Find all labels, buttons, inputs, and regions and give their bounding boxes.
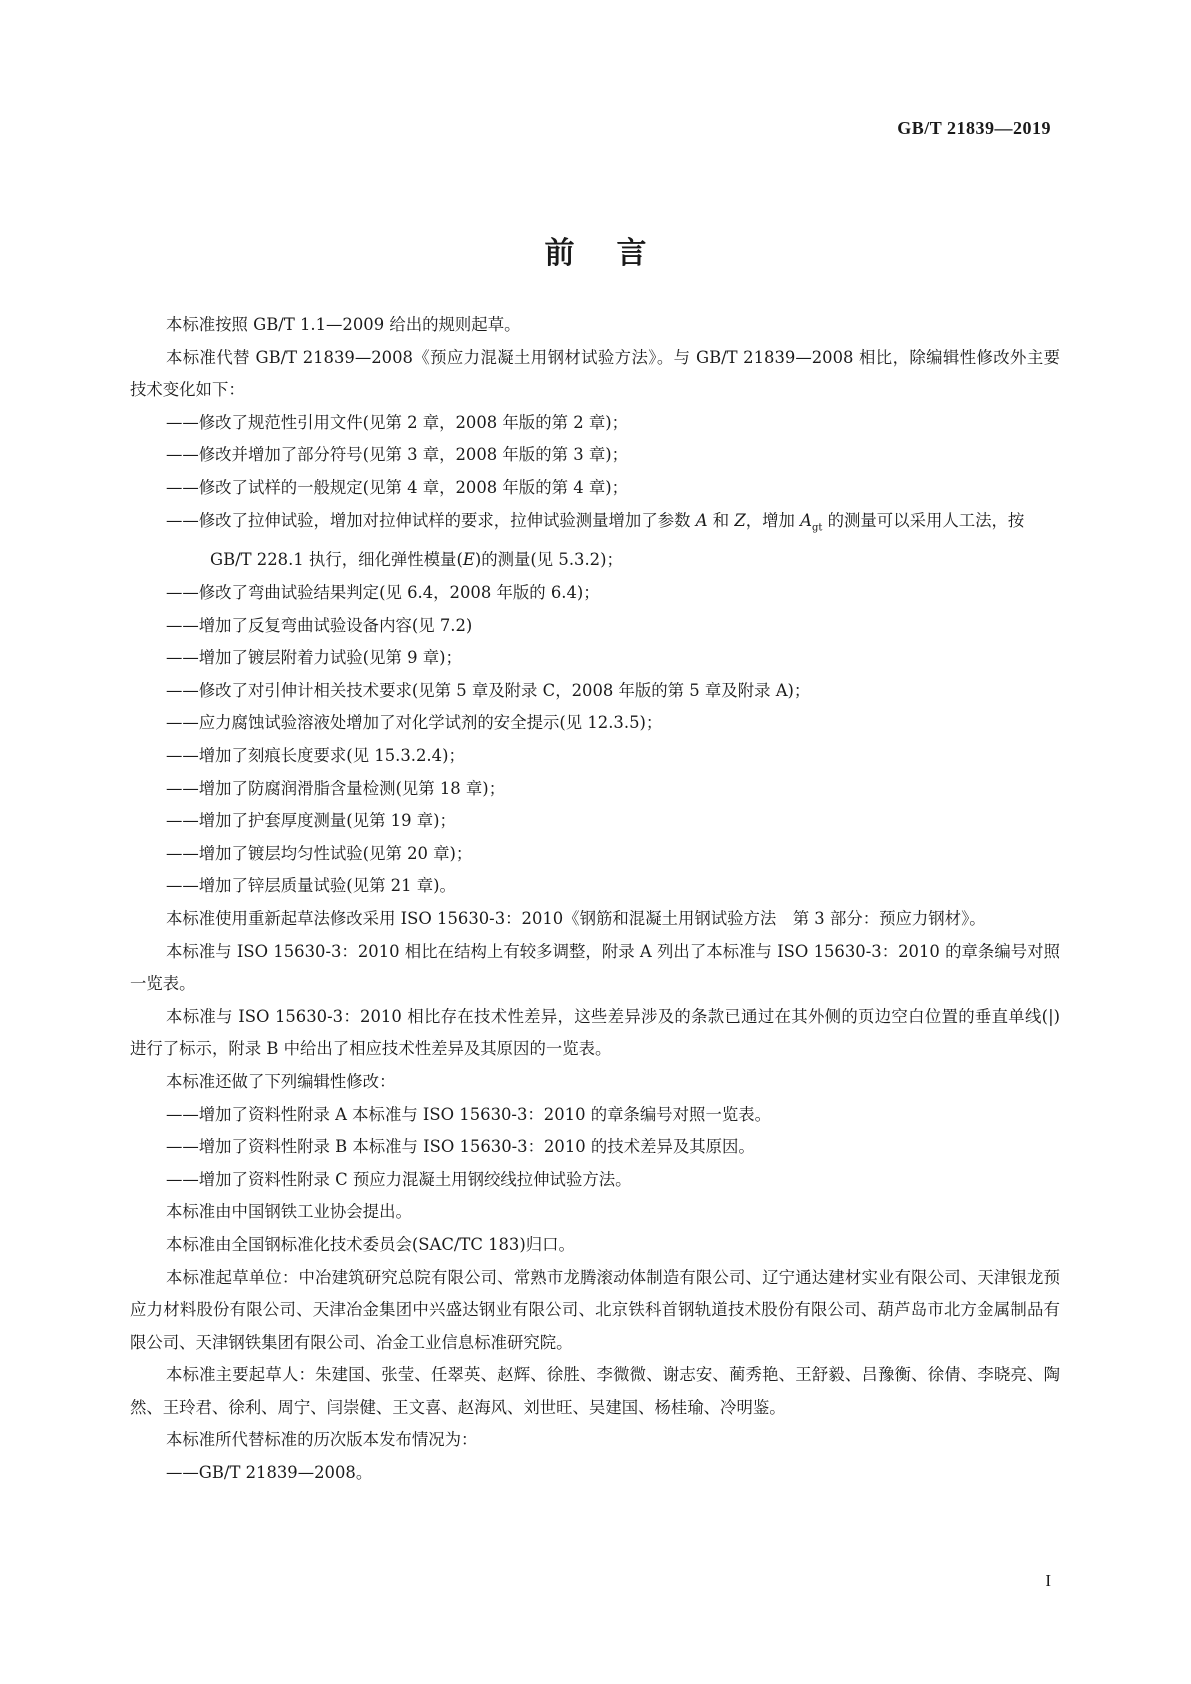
list-item: ——增加了镀层均匀性试验(见第 20 章)；	[166, 843, 473, 863]
list-item: ——GB/T 21839—2008。	[166, 1463, 373, 1483]
list-item: ——修改了规范性引用文件(见第 2 章，2008 年版的第 2 章)；	[166, 412, 629, 432]
list-item: ——增加了镀层附着力试验(见第 9 章)；	[166, 648, 462, 668]
list-item: ——修改了弯曲试验结果判定(见 6.4，2008 年版的 6.4)；	[166, 583, 600, 603]
subscript-gt: gt	[812, 521, 823, 533]
list-item: ——修改并增加了部分符号(见第 3 章，2008 年版的第 3 章)；	[166, 445, 629, 465]
paragraph: 本标准由全国钢标准化技术委员会(SAC/TC 183)归口。	[166, 1234, 575, 1254]
paragraph: 本标准使用重新起草法修改采用 ISO 15630-3：2010《钢筋和混凝土用钢试验方法 第 3 部分：预应力钢材》。	[166, 908, 986, 928]
symbol-e: E	[462, 550, 475, 570]
text-run: 和	[707, 510, 735, 530]
list-item: ——增加了资料性附录 B 本标准与 ISO 15630-3：2010 的技术差异及其原因。	[166, 1137, 755, 1157]
text-run: 的测量可以采用人工法，按 GB/T 228.1 执行，细化弹性模量(	[210, 510, 1025, 570]
paragraph: 本标准由中国钢铁工业协会提出。	[166, 1202, 412, 1222]
paragraph: 本标准还做了下列编辑性修改：	[166, 1071, 396, 1091]
standard-number: GB/T 21839—2019	[897, 118, 1051, 138]
list-item: ——增加了刻痕长度要求(见 15.3.2.4)；	[166, 746, 465, 765]
text-run: ，增加	[745, 510, 801, 530]
symbol-agt: A	[800, 510, 812, 530]
paragraph: 本标准按照 GB/T 1.1—2009 给出的规则起草。	[166, 315, 521, 334]
paragraph: 本标准与 ISO 15630-3：2010 相比存在技术性差异，这些差异涉及的条款已通过在其外侧的页边空白位置的垂直单线(|)进行了标示，附录 B 中给出了相应技术性差异及其原因的一览表。	[130, 1006, 1060, 1059]
list-item: ——增加了防腐润滑脂含量检测(见第 18 章)；	[166, 778, 506, 798]
paragraph: 本标准代替 GB/T 21839—2008《预应力混凝土用钢材试验方法》。与 GB/T 21839—2008 相比，除编辑性修改外主要技术变化如下：	[130, 347, 1060, 400]
symbol-a: A	[695, 510, 708, 530]
list-item: ——修改了对引伸计相关技术要求(见第 5 章及附录 C，2008 年版的第 5 章及附录 A)；	[166, 680, 811, 700]
document-body	[130, 309, 1060, 1490]
symbol-z: Z	[734, 510, 746, 530]
text-run: )的测量(见 5.3.2)；	[474, 550, 623, 570]
paragraph: 本标准与 ISO 15630-3：2010 相比在结构上有较多调整，附录 A 列出了本标准与 ISO 15630-3：2010 的章条编号对照一览表。	[130, 941, 1060, 994]
text-run: ——修改了拉伸试验，增加对拉伸试样的要求，拉伸试验测量增加了参数	[166, 510, 696, 530]
list-item: ——增加了反复弯曲试验设备内容(见 7.2)	[166, 615, 473, 635]
list-item: ——增加了护套厚度测量(见第 19 章)；	[166, 811, 456, 831]
page-title: 前言	[544, 236, 689, 271]
paragraph: 本标准起草单位：中冶建筑研究总院有限公司、常熟市龙腾滚动体制造有限公司、辽宁通达建材实业有限公司、天津银龙预应力材料股份有限公司、天津冶金集团中兴盛达钢业有限公司、北京铁科首钢轨道技术股份有限公司、葫芦岛市北方金属制品有限公司、天津钢铁集团有限公司、冶金工业信息标准研究院。	[130, 1267, 1060, 1352]
list-item: ——增加了资料性附录 A 本标准与 ISO 15630-3：2010 的章条编号对照一览表。	[166, 1104, 772, 1124]
paragraph: 本标准主要起草人：朱建国、张莹、任翠英、赵辉、徐胜、李微微、谢志安、蔺秀艳、王舒毅、吕豫衡、徐倩、李晓亮、陶然、王玲君、徐利、周宁、闫崇健、王文喜、赵海风、刘世旺、吴建国、杨桂瑜、冷明鉴。	[130, 1365, 1060, 1417]
list-item-tensile	[130, 505, 1060, 577]
page-number: I	[1045, 1571, 1051, 1590]
paragraph: 本标准所代替标准的历次版本发布情况为：	[166, 1430, 478, 1450]
list-item: ——修改了试样的一般规定(见第 4 章，2008 年版的第 4 章)；	[166, 477, 629, 497]
list-item: ——增加了锌层质量试验(见第 21 章)。	[166, 876, 456, 896]
list-item: ——增加了资料性附录 C 预应力混凝土用钢绞线拉伸试验方法。	[166, 1169, 632, 1189]
list-item: ——应力腐蚀试验溶液处增加了对化学试剂的安全提示(见 12.3.5)；	[166, 713, 663, 733]
